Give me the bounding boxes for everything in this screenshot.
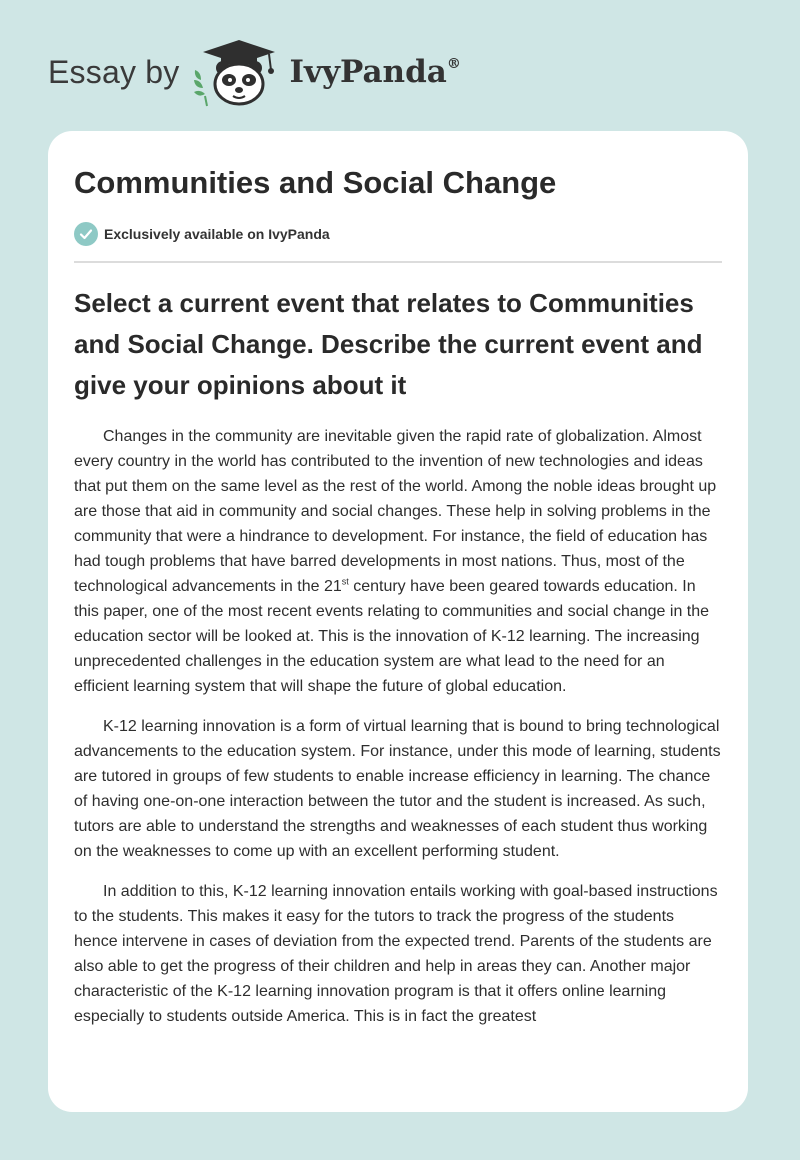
exclusive-label: Exclusively available on IvyPanda (104, 226, 330, 242)
paragraph-2: K-12 learning innovation is a form of virtual learning that is bound to bring technological advancements to the education system. For instance, under this mode of learning, students are tutored in groups of few students to enable increase efficiency in learning. The chance of having one-on-one interaction between the tutor and the student is increased. As such, tutors are able to understand the strengths and weaknesses of each student thus working on the weaknesses to come up with an excellent performing student. (74, 718, 721, 860)
essay-card (48, 131, 748, 1112)
paragraph-1-part-a: Changes in the community are inevitable given the rapid rate of globalization. Almost every country in the world has contributed to the invention of new technologies and ideas that put them on the same level as the rest of the world. Among the noble ideas brought up are those that aid in community and social changes. These help in solving problems in the community that were a hindrance to development. For instance, the field of education has had tough problems that have barred developments in most nations. Thus, most of the technological advancements in the 21 (74, 428, 717, 595)
registered-mark: ® (446, 56, 461, 72)
check-circle-icon (74, 222, 98, 246)
divider (74, 261, 722, 263)
exclusive-badge (74, 222, 330, 246)
essay-body (74, 424, 722, 1044)
site-header (48, 36, 461, 108)
panda-graduate-logo-icon[interactable] (193, 36, 285, 108)
brand-name[interactable] (289, 54, 460, 90)
ordinal-suffix: st (341, 576, 349, 587)
page-title: Communities and Social Change (74, 165, 557, 200)
paragraph-1-part-b: century have been geared towards education. In this paper, one of the most recent events relating to communities and social change in the education sector will be looked at. This is the innovation of K-12 learning. The increasing unprecedented challenges in the education system are what lead to the need for an efficient learning system that will shape the future of global education. (74, 578, 710, 695)
paragraph-1 (74, 424, 722, 699)
brand-name-text: IvyPanda (289, 54, 447, 90)
essay-by-label: Essay by (48, 53, 180, 90)
paragraph-3: In addition to this, K-12 learning innovation entails working with goal-based instructions to the students. This makes it easy for the tutors to track the progress of the students hence intervene in cases of deviation from the expected trend. Parents of the students are also able to get the progress of their children and help in areas they can. Another major characteristic of the K-12 learning innovation program is that it offers online learning especially to students outside America. This is in fact the greatest (74, 883, 718, 1025)
question-heading: Select a current event that relates to Communities and Social Change. Describe the current event and give your opinions about it (74, 288, 703, 400)
leaf-icon (194, 70, 207, 106)
